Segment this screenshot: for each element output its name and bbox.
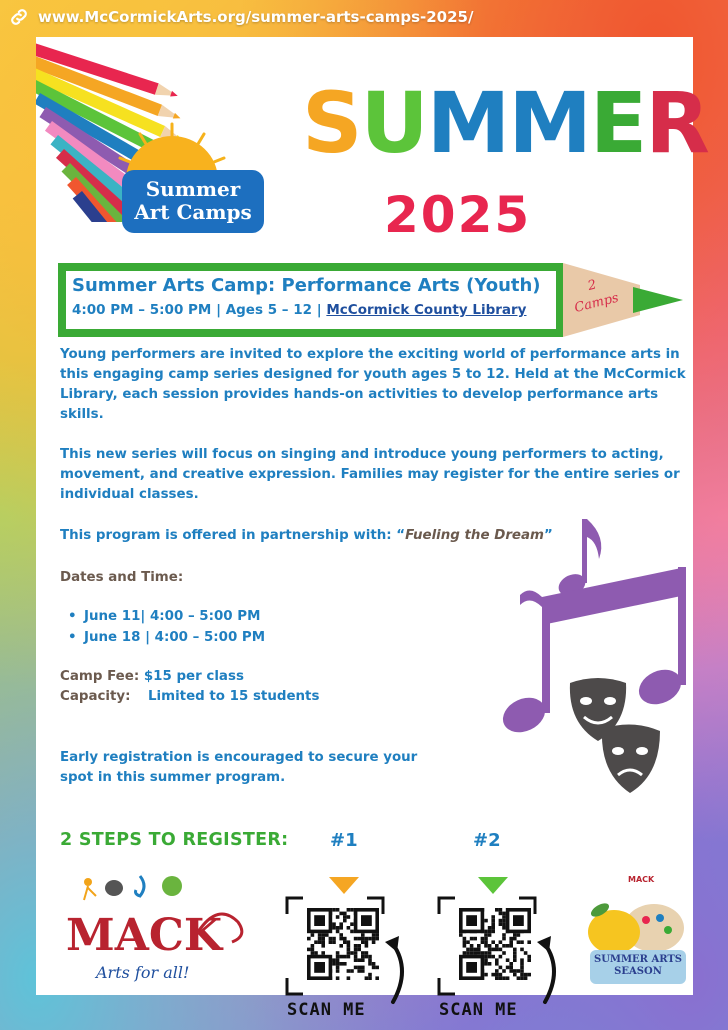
fee-label: Camp Fee: bbox=[60, 669, 144, 684]
early-registration-note: Early registration is encouraged to secure your spot in this summer program. bbox=[60, 750, 418, 785]
camp-title: Summer Arts Camp: Performance Arts (Youth) bbox=[72, 275, 541, 296]
step-1-label: #1 bbox=[330, 830, 358, 851]
arts-icons bbox=[84, 876, 182, 900]
mack-tagline: Arts for all! bbox=[96, 963, 190, 982]
summer-headline bbox=[302, 74, 708, 172]
mack-logo bbox=[48, 872, 258, 992]
summer-letter: M bbox=[426, 74, 509, 172]
mack-name: MACK bbox=[66, 910, 223, 961]
partnership-close: ” bbox=[544, 528, 553, 543]
summer-letter: M bbox=[508, 74, 590, 172]
camp-time-ages bbox=[72, 299, 542, 321]
summer-letter: S bbox=[302, 74, 361, 172]
url-bar bbox=[8, 6, 473, 28]
date-item: • June 11| 4:00 – 5:00 PM bbox=[66, 606, 265, 627]
year-headline: 2025 bbox=[384, 186, 532, 244]
summer-art-camps-logo bbox=[122, 170, 264, 233]
qr-code-step-2[interactable] bbox=[437, 896, 557, 1026]
step-2-label: #2 bbox=[473, 830, 501, 851]
camps-note-count: 2 bbox=[586, 277, 599, 295]
season-line-1: SUMMER ARTS bbox=[593, 954, 683, 965]
season-small-text: MACK bbox=[628, 875, 655, 884]
capacity-label: Capacity: bbox=[60, 689, 131, 704]
partner-name: Fueling the Dream bbox=[405, 528, 545, 543]
summer-letter: E bbox=[589, 74, 646, 172]
date-item: • June 18 | 4:00 – 5:00 PM bbox=[66, 627, 265, 648]
logo-line-1: Summer bbox=[145, 177, 241, 201]
page-url[interactable]: www.McCormickArts.org/summer-arts-camps-2025/ bbox=[38, 8, 474, 26]
qr-code-step-1[interactable] bbox=[285, 896, 405, 1026]
register-heading: 2 STEPS TO REGISTER: bbox=[60, 830, 289, 850]
season-line-2: SEASON bbox=[614, 966, 662, 977]
intro-paragraph: Young performers are invited to explore the exciting world of performance arts in this engaging camp series designed for youth ages 5 to 12. Held at the McCormick Library, each session provides hands-on activities to develop performance arts skills. bbox=[60, 347, 686, 422]
partnership-lead: This program is offered in partnership with: “ bbox=[60, 528, 406, 543]
scan-me-label: SCAN ME bbox=[439, 1000, 518, 1020]
dates-list bbox=[66, 606, 265, 648]
time-ages-text: 4:00 PM – 5:00 PM | Ages 5 – 12 | bbox=[72, 302, 327, 318]
link-icon bbox=[8, 6, 30, 28]
music-notes-icon bbox=[500, 515, 705, 815]
fee-value: $15 per class bbox=[143, 669, 244, 684]
step-2-arrow-icon bbox=[478, 877, 508, 894]
summer-letter: R bbox=[645, 74, 708, 172]
summer-arts-season-label bbox=[590, 950, 686, 984]
scan-me-label: SCAN ME bbox=[287, 1000, 366, 1020]
dates-heading: Dates and Time: bbox=[60, 570, 184, 585]
series-paragraph: This new series will focus on singing and introduce young performers to acting, movement, and creative expression. Families may register for the entire series or individual classes. bbox=[60, 447, 680, 502]
step-1-arrow-icon bbox=[329, 877, 359, 894]
banner-text bbox=[72, 274, 542, 321]
summer-letter: U bbox=[360, 74, 427, 172]
logo-line-2: Art Camps bbox=[134, 200, 252, 224]
capacity-value: Limited to 15 students bbox=[148, 689, 320, 704]
camps-note-word: Camps bbox=[572, 290, 621, 316]
library-link[interactable]: McCormick County Library bbox=[326, 302, 527, 318]
